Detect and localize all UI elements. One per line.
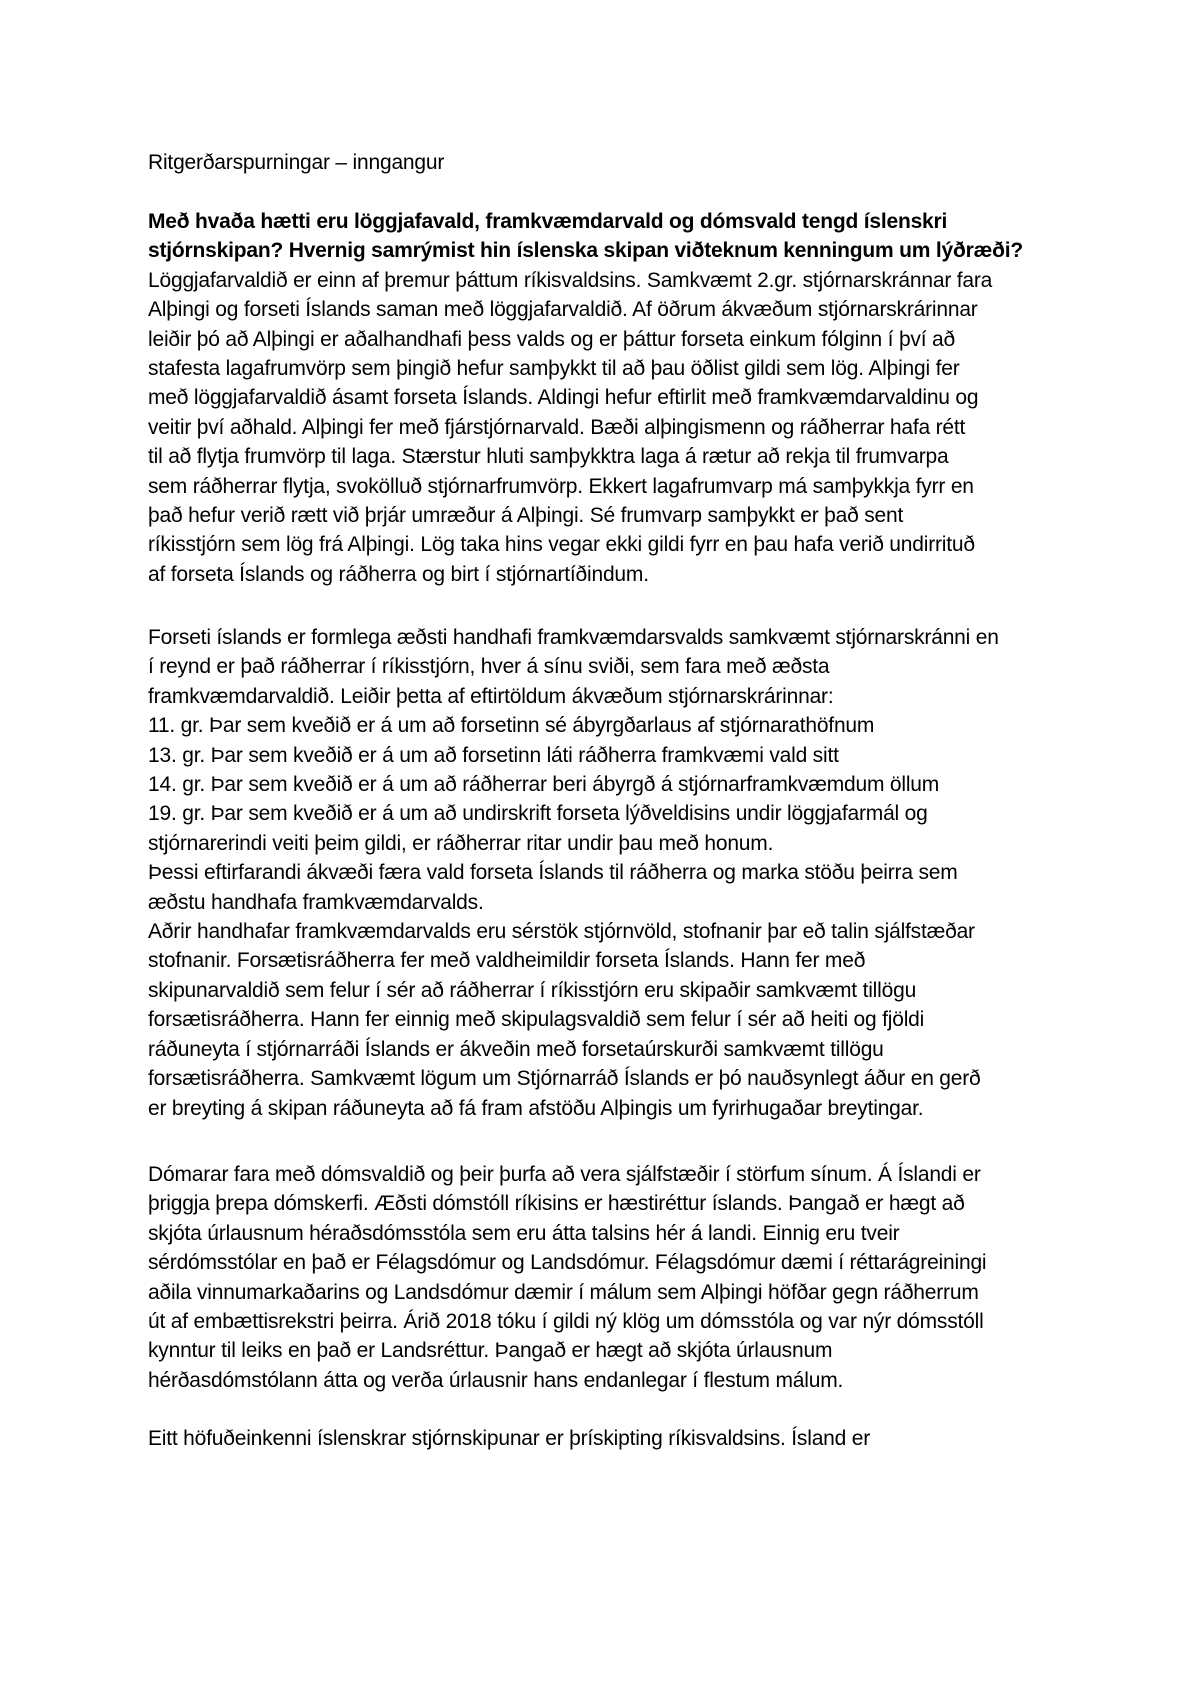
paragraph-line: skipunarvaldið sem felur í sér að ráðherrar í ríkisstjórn eru skipaðir samkvæmt tillögu — [148, 978, 917, 1002]
paragraph-line: af forseta Íslands og ráðherra og birt í stjórnartíðindum. — [148, 562, 649, 586]
paragraph-line: kynntur til leiks en það er Landsréttur. Þangað er hægt að skjóta úrlausnum — [148, 1339, 833, 1363]
paragraph-line: aðila vinnumarkaðarins og Landsdómur dæmir í málum sem Alþingi höfðar gegn ráðherrum — [148, 1280, 979, 1304]
paragraph-line: Forseti íslands er formlega æðsti handhafi framkvæmdarsvalds samkvæmt stjórnarskránni en — [148, 626, 999, 649]
paragraph-line: stjórnarerindi veiti þeim gildi, er ráðherrar ritar undir þau með honum. — [148, 831, 774, 855]
paragraph-line: Alþingi og forseti Íslands saman með löggjafarvaldið. Af öðrum ákvæðum stjórnarskrárinnar — [148, 298, 978, 322]
paragraph-line: Dómarar fara með dómsvaldið og þeir þurfa að vera sjálfstæðir í störfum sínum. Á Íslandi er — [148, 1163, 981, 1186]
paragraph-line: stofnanir. Forsætisráðherra fer með valdheimildir forseta Íslands. Hann fer með — [148, 949, 866, 973]
paragraph-line: í reynd er það ráðherrar í ríkisstjórn, hver á sínu sviði, sem fara með æðsta — [148, 655, 830, 679]
paragraph-line: Aðrir handhafar framkvæmdarvalds eru sérstök stjórnvöld, stofnanir þar eð talin sjálfstæðar — [148, 920, 975, 944]
paragraph-line: ráðuneyta í stjórnarráði Íslands er ákveðin með forsetaúrskurði samkvæmt tillögu — [148, 1037, 884, 1061]
paragraph-line: til að flytja frumvörp til laga. Stærstur hluti samþykktra laga á rætur að rekja til frumvarpa — [148, 445, 949, 469]
paragraph-line: Þessi eftirfarandi ákvæði færa vald forseta Íslands til ráðherra og marka stöðu þeirra sem — [148, 861, 958, 885]
paragraph-line: með löggjafarvaldið ásamt forseta Íslands. Aldingi hefur eftirlit með framkvæmdarvaldinu og — [148, 386, 979, 410]
paragraph-line: veitir því aðhald. Alþingi fer með fjárstjórnarvald. Bæði alþingismenn og ráðherrar hafa rétt — [148, 415, 966, 439]
paragraph-line: er breyting á skipan ráðuneyta að fá fram afstöðu Alþingis um fyrirhugaðar breytingar. — [148, 1096, 924, 1120]
paragraph-line: forsætisráðherra. Hann fer einnig með skipulagsvaldið sem felur í sér að heiti og fjöldi — [148, 1008, 925, 1032]
paragraph-line: stafesta lagafrumvörp sem þingið hefur samþykkt til að þau öðlist gildi sem lög. Alþingi fer — [148, 357, 960, 381]
paragraph-line: forsætisráðherra. Samkvæmt lögum um Stjórnarráð Íslands er þó nauðsynlegt áður en gerð — [148, 1067, 981, 1091]
paragraph-line: Löggjafarvaldið er einn af þremur þáttum ríkisvaldsins. Samkvæmt 2.gr. stjórnarskránnar fara — [148, 268, 993, 292]
paragraph-line: æðstu handhafa framkvæmdarvalds. — [148, 890, 484, 914]
document-title: Ritgerðarspurningar – inngangur — [148, 151, 445, 174]
paragraph-line: Eitt höfuðeinkenni íslenskrar stjórnskipunar er þrískipting ríkisvaldsins. Ísland er — [148, 1427, 871, 1450]
paragraph-line: ríkisstjórn sem lög frá Alþingi. Lög taka hins vegar ekki gildi fyrr en þau hafa verið undirrituð — [148, 533, 975, 557]
document-title-block — [148, 148, 1088, 177]
executive-power-section — [148, 623, 1088, 1123]
paragraph-line: sem ráðherrar flytja, svokölluð stjórnarfrumvörp. Ekkert lagafrumvarp má samþykkja fyrr en — [148, 474, 974, 498]
paragraph-line: út af embættisrekstri þeirra. Árið 2018 tóku í gildi ný klög um dómsstóla og var nýr dómsstóll — [148, 1310, 984, 1334]
paragraph-line: leiðir þó að Alþingi er aðalhandhafi þess valds og er þáttur forseta einkum fólginn í því að — [148, 327, 955, 351]
article-list-item: 13. gr. Þar sem kveðið er á um að forsetinn láti ráðherra framkvæmi vald sitt — [148, 743, 839, 767]
paragraph-line: þriggja þrepa dómskerfi. Æðsti dómstóll ríkisins er hæstiréttur íslands. Þangað er hægt að — [148, 1192, 965, 1216]
judicial-power-section — [148, 1160, 1088, 1395]
paragraph-line: skjóta úrlausnum héraðsdómsstóla sem eru átta talsins hér á landi. Einnig eru tveir — [148, 1221, 900, 1245]
paragraph-line: það hefur verið rætt við þrjár umræður á Alþingi. Sé frumvarp samþykkt er það sent — [148, 504, 904, 528]
paragraph-line: sérdómsstólar en það er Félagsdómur og Landsdómur. Félagsdómur dæmi í réttarágreiningi — [148, 1251, 987, 1275]
paragraph-line: framkvæmdarvaldið. Leiðir þetta af eftirtöldum ákvæðum stjórnarskrárinnar: — [148, 684, 834, 708]
article-list-item: 11. gr. Þar sem kveðið er á um að forsetinn sé ábyrgðarlaus af stjórnarathöfnum — [148, 714, 875, 738]
question-line: Með hvaða hætti eru löggjafavald, framkvæmdarvald og dómsvald tengd íslenskri — [148, 210, 948, 233]
question-line: stjórnskipan? Hvernig samrýmist hin íslenska skipan viðteknum kenningum um lýðræði? — [148, 239, 1023, 263]
article-list-item: 19. gr. Þar sem kveðið er á um að undirskrift forseta lýðveldisins undir löggjafarmál og — [148, 802, 928, 826]
question-and-legislative-section — [148, 207, 1088, 589]
paragraph-line: hérðasdómstólann átta og verða úrlausnir hans endanlegar í flestum málum. — [148, 1368, 844, 1392]
separation-of-powers-section — [148, 1424, 1088, 1453]
article-list-item: 14. gr. Þar sem kveðið er á um að ráðherrar beri ábyrgð á stjórnarframkvæmdum öllum — [148, 773, 940, 797]
